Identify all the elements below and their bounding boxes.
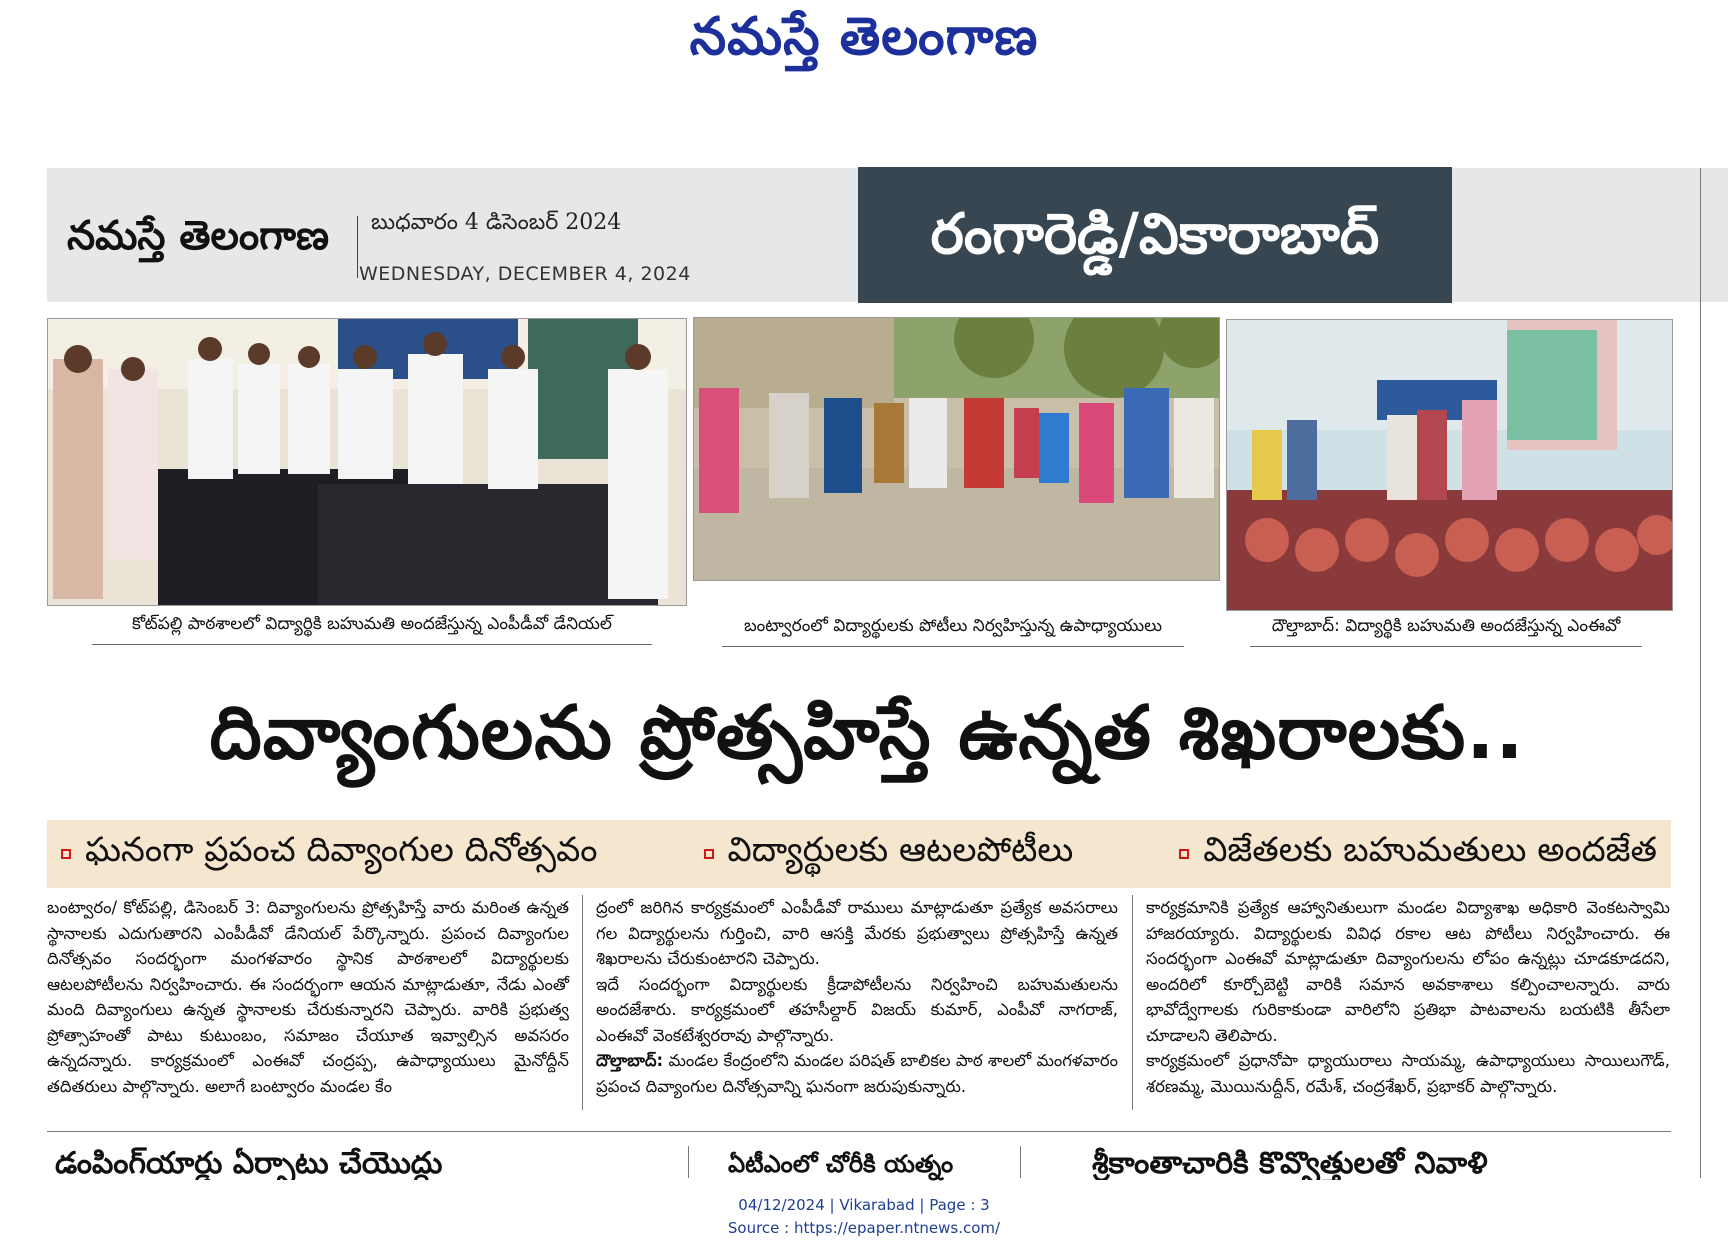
photo-daultabad <box>1226 319 1673 611</box>
column-divider <box>582 895 583 1110</box>
column-divider <box>1132 895 1133 1110</box>
date-english: WEDNESDAY, DECEMBER 4, 2024 <box>359 263 691 285</box>
masthead-logo: నమస్తే తెలంగాణ <box>689 6 1039 67</box>
teaser-2: ఏటీఎంలో చోరీకి యత్నం <box>728 1150 954 1178</box>
teaser-divider <box>688 1146 689 1178</box>
photo-caption-1: కోట్‌పల్లి పాఠశాలలో విద్యార్థికి బహుమతి అందజేస్తున్న ఎంపీడీవో డేనియల్ <box>92 614 652 645</box>
teaser-3: శ్రీకాంతాచారికి కొవ్వొత్తులతో నివాళి <box>1092 1146 1488 1180</box>
photo-caption-2: బంట్వారంలో విద్యార్థులకు పోటీలు నిర్వహిస్తున్న ఉపాధ్యాయులు <box>722 616 1184 647</box>
subhead-3 <box>1179 830 1657 878</box>
photo-bantwaram <box>693 317 1220 581</box>
edition-title: రంగారెడ్డి/వికారాబాద్ <box>858 167 1452 303</box>
subhead-text: విద్యార్థులకు ఆటలపోటీలు <box>727 830 1074 870</box>
article-text: మండల కేంద్రంలోని మండల పరిషత్ బాలికల పాఠ శాలలో మంగళవారం ప్రపంచ దివ్యాంగుల దినోత్సవాన్ని ఘనంగా జరుపుకున్నారు. <box>596 1051 1118 1096</box>
band-logo: నమస్తే తెలంగాణ <box>67 212 330 259</box>
subheads-bar <box>47 820 1671 888</box>
footer-page-info: 04/12/2024 | Vikarabad | Page : 3 <box>738 1196 990 1214</box>
square-bullet-icon <box>704 849 714 859</box>
headline: దివ్యాంగులను ప్రోత్సహిస్తే ఉన్నత శిఖరాలకు.. <box>209 690 1525 776</box>
section-rule <box>47 1131 1671 1132</box>
band-divider <box>357 216 358 278</box>
article-column-2 <box>596 895 1118 1099</box>
photo-caption-3: దౌల్తాబాద్: విద్యార్థికి బహుమతి అందజేస్తున్న ఎంఈవో <box>1250 616 1642 647</box>
teaser-1: డంపింగ్‌యార్డు ఏర్పాటు చేయొద్దు <box>55 1146 443 1180</box>
article-paragraph: ఇదే సందర్భంగా విద్యార్థులకు క్రీడాపోటీలను నిర్వహించి బహుమతులను అందజేశారు. కార్యక్రమంలో తహసీల్దార్ విజయ్ కుమార్, ఎంపీవో నాగరాజ్, ఎంఈవో వెంకటేశ్వరరావు పాల్గొన్నారు. <box>596 974 1118 1045</box>
photo-kotpally <box>47 318 687 606</box>
square-bullet-icon <box>1179 849 1189 859</box>
subhead-text: విజేతలకు బహుమతులు అందజేత <box>1203 830 1657 870</box>
subhead-text: ఘనంగా ప్రపంచ దివ్యాంగుల దినోత్సవం <box>85 830 598 870</box>
subhead-1 <box>61 830 598 878</box>
article-column-1 <box>47 895 569 1099</box>
footer-source: Source : https://epaper.ntnews.com/ <box>727 1219 1001 1237</box>
date-telugu: బుధవారం 4 డిసెంబర్ 2024 <box>371 210 622 235</box>
subhead-2 <box>704 830 1074 878</box>
article-paragraph: ద్రంలో జరిగిన కార్యక్రమంలో ఎంపీడీవో రాములు మాట్లాడుతూ ప్రత్యేక అవసరాలు గల విద్యార్థులను గుర్తించి, వారి ఆసక్తి మేరకు ప్రభుత్వాలు ప్రోత్సహిస్తే ఉన్నత శిఖరాలను చేరుకుంటారని చెప్పారు. <box>596 898 1118 968</box>
page-edge-rule <box>1700 168 1701 1178</box>
article-paragraph: బంట్వారం/ కోట్‌పల్లి, డిసెంబర్ 3: దివ్యాంగులను ప్రోత్సహిస్తే వారు మరింత ఉన్నత స్థానాలకు ఎదుగుతారని ఎంపీడీవో డేనియల్ పేర్కొన్నారు. ప్రపంచ దివ్యాంగుల దినోత్సవం సందర్భంగా మంగళవారం స్థానిక పాఠశాలలో విద్యార్థులకు ఆటలపోటీలను నిర్వహించారు. ఈ సందర్భంగా ఆయన మాట్లాడుతూ, నేడు ఎంతో మంది దివ్యాంగులు ఉన్నత స్థానాలకు చేరుకున్నారని చెప్పారు. వారికి ప్రభుత్వ ప్రోత్సాహంతో పాటు కుటుంబం, సమాజం చేయూత ఇవ్వాల్సిన అవసరం ఉన్నదన్నారు. కార్యక్రమంలో ఎంఈవో చంద్రప్ప, ఉపాధ్యాయులు మైనోద్దీన్ తదితరులు పాల్గొన్నారు. అలాగే బంట్వారం మండల కేం <box>47 898 569 1096</box>
square-bullet-icon <box>61 849 71 859</box>
teaser-divider <box>1020 1146 1021 1178</box>
article-column-3 <box>1146 895 1670 1099</box>
dateline: దౌల్తాబాద్: <box>596 1051 664 1070</box>
article-paragraph <box>596 1048 1118 1099</box>
article-paragraph: కార్యక్రమంలో ప్రధానోపా ధ్యాయురాలు సాయమ్మ, ఉపాధ్యాయులు సాయిలుగౌడ్, శరణమ్మ, మొయినుద్దీన్, రమేశ్, చంద్రశేఖర్, ప్రభాకర్ పాల్గొన్నారు. <box>1146 1051 1670 1096</box>
article-paragraph: కార్యక్రమానికి ప్రత్యేక ఆహ్వానితులుగా మండల విద్యాశాఖ అధికారి వెంకటస్వామి హాజరయ్యారు. విద్యార్థులకు వివిధ రకాల ఆట పోటీలు నిర్వహించారు. ఈ సందర్భంగా ఎంఈవో మాట్లాడుతూ దివ్యాంగులను లోపం ఉన్నట్లు చూడకూడదని, అందరిలో కూర్చోబెట్టి వారికి సమాన అవకాశాలు కల్పించాలన్నారు. వారు భావోద్వేగాలకు గురికాకుండా వారిలోని ప్రతిభా పాటవాలను బయటికి తీసేలా చూడాలని తెలిపారు. <box>1146 898 1670 1045</box>
